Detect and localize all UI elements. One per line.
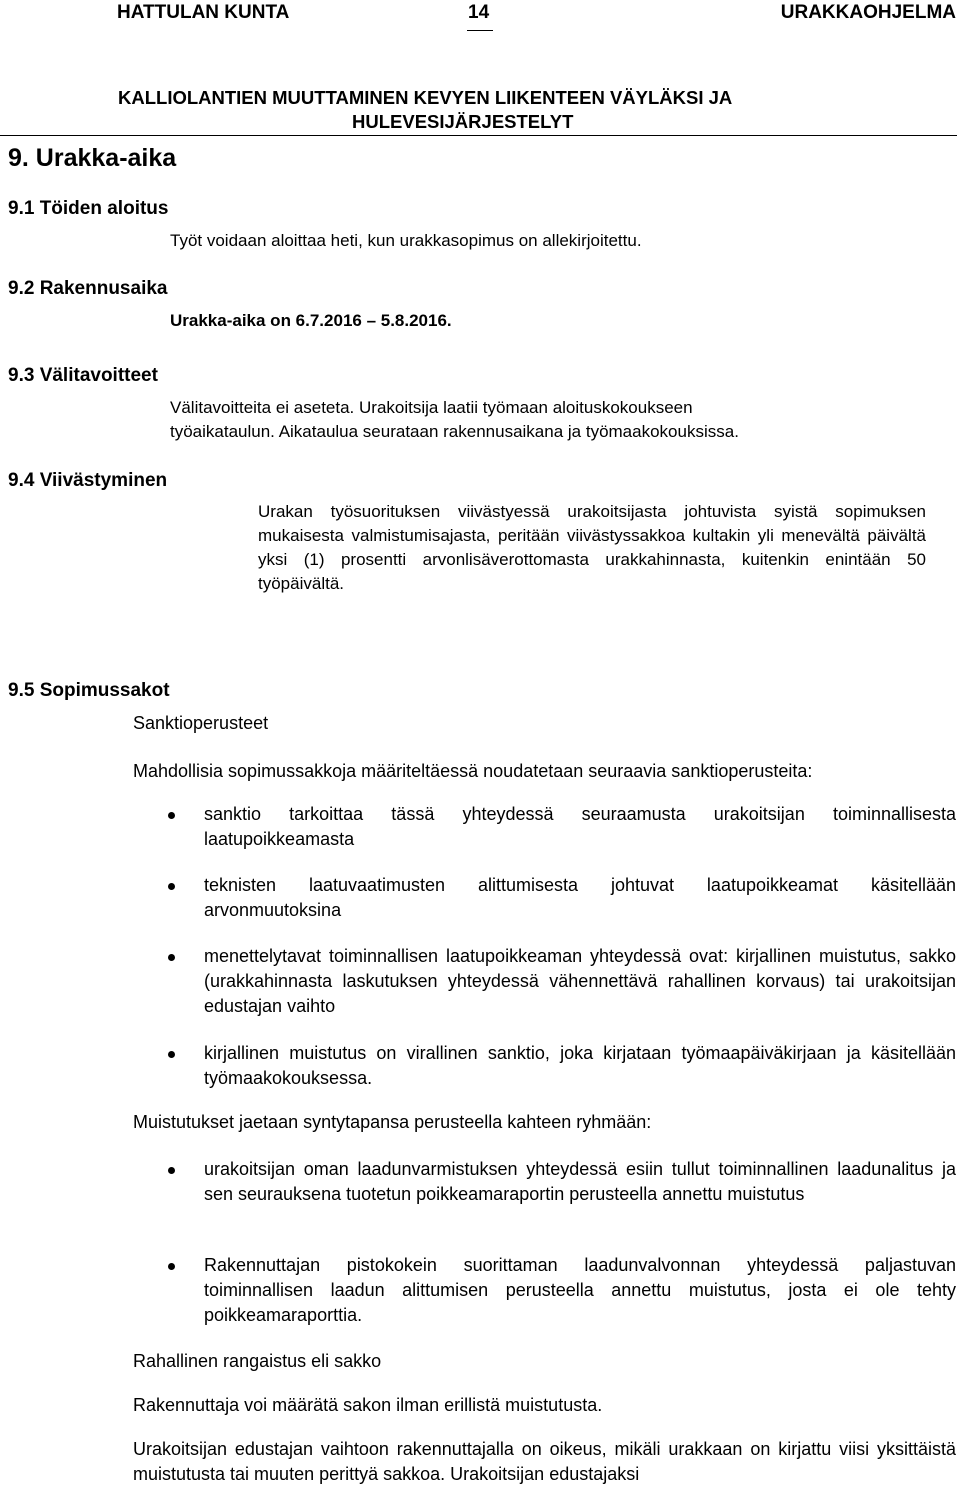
header-document-type: URAKKAOHJELMA — [780, 2, 956, 23]
header-divider — [0, 135, 957, 136]
section-9-3-line1: Välitavoitteita ei aseteta. Urakoitsija laatii työmaan aloituskokoukseen — [170, 398, 693, 417]
header-organization: HATTULAN KUNTA — [117, 2, 290, 23]
section-9-2-title: 9.2 Rakennusaika — [8, 278, 168, 299]
sanction-bullet-1: sanktio tarkoittaa tässä yhteydessä seuraamusta urakoitsijan toiminnallisesta laatupoikkeamasta — [204, 804, 956, 849]
section-9-5-intro: Mahdollisia sopimussakkoja määriteltäessä noudatetaan seuraavia sanktioperusteita: — [133, 761, 813, 781]
fine-paragraph-1: Rakennuttaja voi määrätä sakon ilman erillistä muistutusta. — [133, 1395, 603, 1415]
reminder-bullet-2: Rakennuttajan pistokokein suorittaman laadunvalvonnan yhteydessä paljastuvan toiminnallisen laadun alittumisen perusteella annettu muistutus, josta ei ole tehty poikkeamaraporttia. — [204, 1255, 956, 1325]
header-project-title-line2: HULEVESIJÄRJESTELYT — [352, 111, 574, 132]
section-9-4-title: 9.4 Viivästyminen — [8, 470, 168, 491]
bullet-icon — [168, 1263, 175, 1270]
page-number-underline — [467, 30, 493, 31]
reminder-groups-intro: Muistutukset jaetaan syntytapansa perusteella kahteen ryhmään: — [133, 1112, 652, 1132]
section-9-4-text: Urakan työsuorituksen viivästyessä urakoitsijasta johtuvista syistä sopimuksen mukaisesta valmistumisajasta, peritään viivästyssakkoa kultakin yli menevältä päivältä yksi (1) prosentti arvonlisäverottomasta urakkahinnasta, kuitenkin enintään 50 työpäivältä. — [258, 502, 926, 593]
page-number: 14 — [468, 2, 490, 23]
bullet-icon — [168, 954, 175, 961]
section-9-5-subheading: Sanktioperusteet — [133, 713, 269, 733]
bullet-icon — [168, 1051, 175, 1058]
bullet-icon — [168, 812, 175, 819]
section-9-3-line2: työaikataulun. Aikataulua seurataan rakennusaikana ja työmaakokouksissa. — [170, 422, 739, 441]
fine-heading: Rahallinen rangaistus eli sakko — [133, 1351, 382, 1371]
bullet-icon — [168, 1167, 175, 1174]
reminder-bullet-1: urakoitsijan oman laadunvarmistuksen yhteydessä esiin tullut toiminnallinen laadunalitus ja sen seurauksena tuotetun poikkeamaraportin perusteella annettu muistutus — [204, 1159, 956, 1204]
bullet-icon — [168, 883, 175, 890]
sanction-bullet-4: kirjallinen muistutus on virallinen sanktio, joka kirjataan työmaapäiväkirjaan ja käsitellään työmaakokouksessa. — [204, 1043, 956, 1088]
header-project-title-line1: KALLIOLANTIEN MUUTTAMINEN KEVYEN LIIKENTEEN VÄYLÄKSI JA — [118, 87, 733, 108]
sanction-bullet-2: teknisten laatuvaatimusten alittumisesta johtuvat laatupoikkeamat käsitellään arvonmuutoksina — [204, 875, 956, 920]
chapter-title: 9. Urakka-aika — [8, 144, 177, 172]
section-9-1-title: 9.1 Töiden aloitus — [8, 198, 169, 219]
section-9-2-text: Urakka-aika on 6.7.2016 – 5.8.2016. — [170, 311, 452, 330]
sanction-bullet-3: menettelytavat toiminnallisen laatupoikkeaman yhteydessä ovat: kirjallinen muistutus, sakko (urakkahinnasta laskutuksen yhteydessä vähennettävä rahallinen korvaus) tai urakoitsijan edustajan vaihto — [204, 946, 956, 1016]
section-9-3-title: 9.3 Välitavoitteet — [8, 365, 158, 386]
fine-paragraph-2: Urakoitsijan edustajan vaihtoon rakennuttajalla on oikeus, mikäli urakkaan on kirjattu viisi yksittäistä muistutusta tai muuten perittyä sakkoa. Urakoitsijan edustajaksi — [133, 1439, 956, 1484]
section-9-5-title: 9.5 Sopimussakot — [8, 680, 170, 701]
section-9-1-text: Työt voidaan aloittaa heti, kun urakkasopimus on allekirjoitettu. — [170, 231, 642, 250]
